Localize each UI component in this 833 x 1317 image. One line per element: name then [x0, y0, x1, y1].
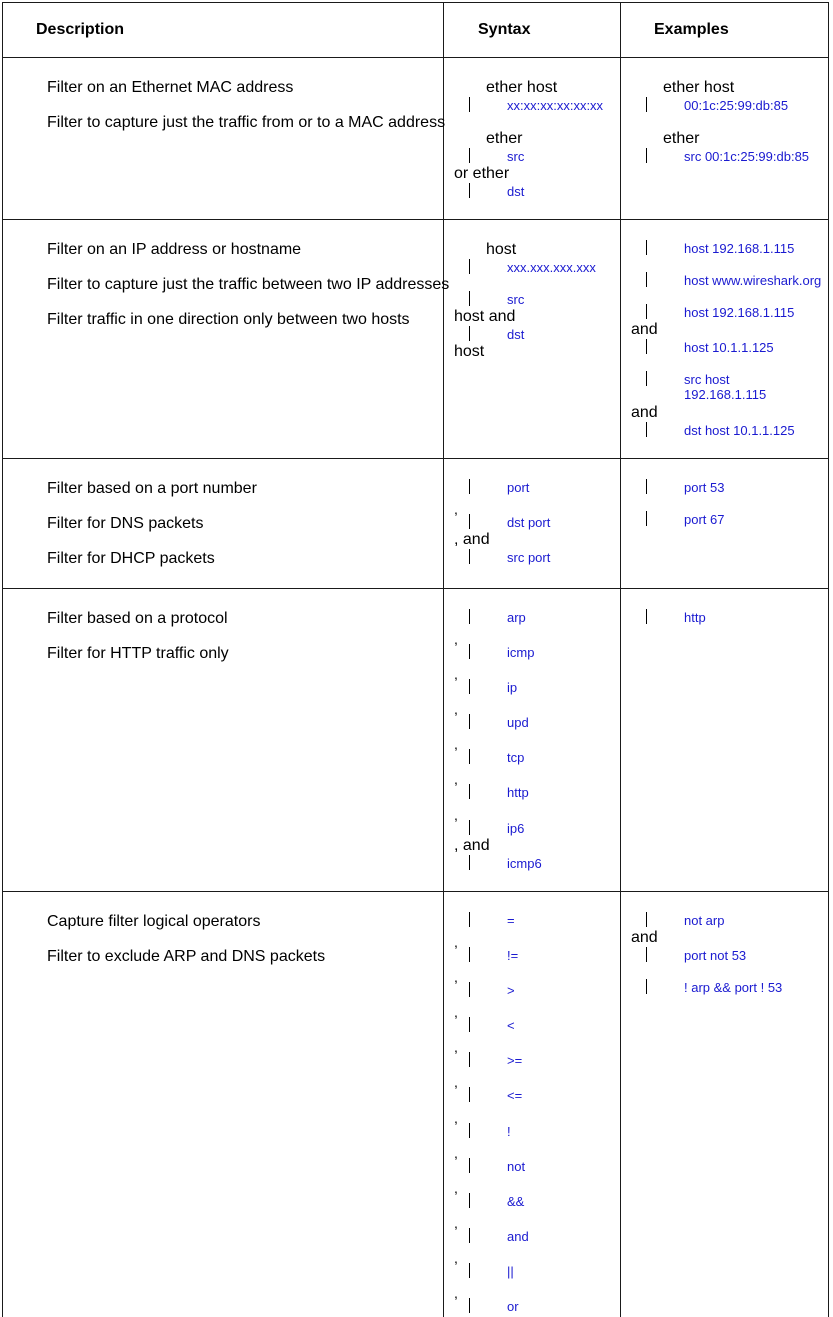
syntax-separator: ,: [454, 807, 458, 823]
row4-description-2: Filter for HTTP traffic only: [47, 645, 229, 662]
syntax-separator: ,: [454, 771, 458, 787]
row5-syntax-code: or: [507, 1299, 519, 1314]
row5-syntax-code: =: [507, 913, 515, 928]
syntax-bar: [469, 259, 470, 274]
row5-syntax-code: !: [507, 1124, 511, 1139]
row4-description-1: Filter based on a protocol: [47, 610, 228, 627]
syntax-bar: [469, 855, 470, 870]
row3-description-1: Filter based on a port number: [47, 480, 257, 497]
row5-syntax-code: >=: [507, 1053, 523, 1068]
row5-syntax-code: <: [507, 1018, 515, 1033]
example-bar: [646, 422, 647, 437]
row5-description-2: Filter to exclude ARP and DNS packets: [47, 948, 326, 965]
header-divider: [2, 57, 829, 58]
table-border-right: [828, 2, 829, 1317]
syntax-bar: [469, 183, 470, 198]
table-border-top: [2, 2, 829, 3]
row2-example-code: 192.168.1.115: [684, 387, 767, 402]
table-border-left: [2, 2, 3, 1317]
row4-example-code: http: [684, 610, 706, 625]
syntax-bar: [469, 820, 470, 835]
row2-example-code: host www.wireshark.org: [684, 273, 822, 288]
row2-syntax-code: src: [507, 292, 525, 307]
row1-syntax-code: xx:xx:xx:xx:xx:xx: [507, 98, 604, 113]
row5-syntax-code: not: [507, 1159, 526, 1174]
syntax-bar: [469, 291, 470, 306]
row1-example-text: ether: [663, 130, 700, 147]
example-bar: [646, 371, 647, 386]
syntax-bar: [469, 644, 470, 659]
syntax-bar: [469, 749, 470, 764]
row1-syntax-code: dst: [507, 184, 525, 199]
row1-example-code: 00:1c:25:99:db:85: [684, 98, 789, 113]
row5-example-and: and: [631, 929, 658, 946]
example-bar: [646, 979, 647, 994]
row2-example-code: host 192.168.1.115: [684, 305, 795, 320]
row2-syntax-code: xxx.xxx.xxx.xxx: [507, 260, 596, 275]
row4-syntax-code: upd: [507, 715, 529, 730]
example-bar: [646, 339, 647, 354]
row1-description-1: Filter on an Ethernet MAC address: [47, 79, 294, 96]
syntax-bar: [469, 1123, 470, 1138]
row5-example-code: ! arp && port ! 53: [684, 980, 783, 995]
syntax-separator: ,: [454, 1285, 458, 1301]
syntax-separator: ,: [454, 1180, 458, 1196]
syntax-and: , and: [454, 531, 490, 548]
syntax-bar: [469, 1158, 470, 1173]
syntax-bar: [469, 1087, 470, 1102]
syntax-separator: ,: [454, 701, 458, 717]
example-bar: [646, 479, 647, 494]
syntax-bar: [469, 1193, 470, 1208]
row1-syntax-text: or ether: [454, 165, 510, 182]
row4-syntax-code: icmp6: [507, 856, 542, 871]
syntax-bar: [469, 1298, 470, 1313]
syntax-separator: ,: [454, 1110, 458, 1126]
syntax-bar: [469, 947, 470, 962]
row2-example-code: host 192.168.1.115: [684, 241, 795, 256]
syntax-bar: [469, 514, 470, 529]
row3-description-3: Filter for DHCP packets: [47, 550, 215, 567]
syntax-separator: ,: [454, 1145, 458, 1161]
syntax-separator: ,: [454, 969, 458, 985]
header-description: Description: [36, 21, 125, 38]
row3-syntax-code: dst port: [507, 515, 551, 530]
row4-syntax-code: arp: [507, 610, 526, 625]
syntax-separator: ,: [454, 1215, 458, 1231]
row3-syntax-code: port: [507, 480, 530, 495]
syntax-bar: [469, 479, 470, 494]
syntax-separator: ,: [454, 736, 458, 752]
row2-example-code: host 10.1.1.125: [684, 340, 774, 355]
example-bar: [646, 272, 647, 287]
row1-description-2: Filter to capture just the traffic from or to a MAC address: [47, 114, 446, 131]
row5-description-1: Capture filter logical operators: [47, 913, 261, 930]
syntax-separator: ,: [454, 1039, 458, 1055]
header-examples: Examples: [654, 21, 729, 38]
row5-example-code: port not 53: [684, 948, 747, 963]
syntax-bar: [469, 97, 470, 112]
row2-description-1: Filter on an IP address or hostname: [47, 241, 302, 258]
row1-example-text: ether host: [663, 79, 735, 96]
example-bar: [646, 947, 647, 962]
example-bar: [646, 148, 647, 163]
row5-syntax-code: <=: [507, 1088, 523, 1103]
row2-syntax-text: host: [486, 241, 517, 258]
syntax-bar: [469, 1017, 470, 1032]
row5-syntax-code: and: [507, 1229, 529, 1244]
row5-syntax-code: !=: [507, 948, 519, 963]
row2-syntax-text: host and: [454, 308, 516, 325]
row2-syntax-text: host: [454, 343, 485, 360]
row5-syntax-code: &&: [507, 1194, 525, 1209]
row3-example-code: port 67: [684, 512, 725, 527]
syntax-separator: ,: [454, 1250, 458, 1266]
row5-syntax-code: >: [507, 983, 515, 998]
syntax-separator: ,: [454, 1004, 458, 1020]
row4-syntax-code: tcp: [507, 750, 525, 765]
syntax-separator: ,: [454, 934, 458, 950]
syntax-separator: ,: [454, 666, 458, 682]
syntax-separator: ,: [454, 501, 458, 517]
row-divider: [2, 458, 829, 459]
syntax-bar: [469, 148, 470, 163]
column-divider-examples: [620, 2, 621, 1317]
syntax-bar: [469, 714, 470, 729]
example-bar: [646, 304, 647, 319]
row1-syntax-text: ether: [486, 130, 523, 147]
row4-syntax-code: http: [507, 785, 529, 800]
row-divider: [2, 588, 829, 589]
column-divider-syntax: [443, 2, 444, 1317]
row1-syntax-text: ether host: [486, 79, 558, 96]
syntax-bar: [469, 549, 470, 564]
row3-description-2: Filter for DNS packets: [47, 515, 204, 532]
row2-syntax-code: dst: [507, 327, 525, 342]
row1-example-code: src 00:1c:25:99:db:85: [684, 149, 810, 164]
row4-syntax-code: ip6: [507, 821, 525, 836]
row1-syntax-code: src: [507, 149, 525, 164]
header-syntax: Syntax: [478, 21, 531, 38]
row3-syntax-code: src port: [507, 550, 551, 565]
syntax-bar: [469, 1052, 470, 1067]
example-bar: [646, 609, 647, 624]
row5-syntax-code: ||: [507, 1264, 514, 1279]
syntax-bar: [469, 326, 470, 341]
row2-example-code: src host: [684, 372, 730, 387]
row2-example-and: and: [631, 321, 658, 338]
row2-description-2: Filter to capture just the traffic between two IP addresses: [47, 276, 450, 293]
row2-example-code: dst host 10.1.1.125: [684, 423, 795, 438]
row-divider: [2, 891, 829, 892]
syntax-bar: [469, 679, 470, 694]
row5-example-code: not arp: [684, 913, 725, 928]
syntax-bar: [469, 784, 470, 799]
example-bar: [646, 97, 647, 112]
syntax-separator: ,: [454, 1074, 458, 1090]
row2-description-3: Filter traffic in one direction only between two hosts: [47, 311, 410, 328]
syntax-bar: [469, 912, 470, 927]
row2-example-and: and: [631, 404, 658, 421]
syntax-and: , and: [454, 837, 490, 854]
example-bar: [646, 240, 647, 255]
example-bar: [646, 912, 647, 927]
row3-example-code: port 53: [684, 480, 725, 495]
row4-syntax-code: icmp: [507, 645, 535, 660]
capture-filter-table: [2, 2, 829, 1317]
syntax-separator: ,: [454, 631, 458, 647]
syntax-bar: [469, 1263, 470, 1278]
row-divider: [2, 219, 829, 220]
syntax-bar: [469, 609, 470, 624]
syntax-bar: [469, 982, 470, 997]
row4-syntax-code: ip: [507, 680, 518, 695]
example-bar: [646, 511, 647, 526]
syntax-bar: [469, 1228, 470, 1243]
